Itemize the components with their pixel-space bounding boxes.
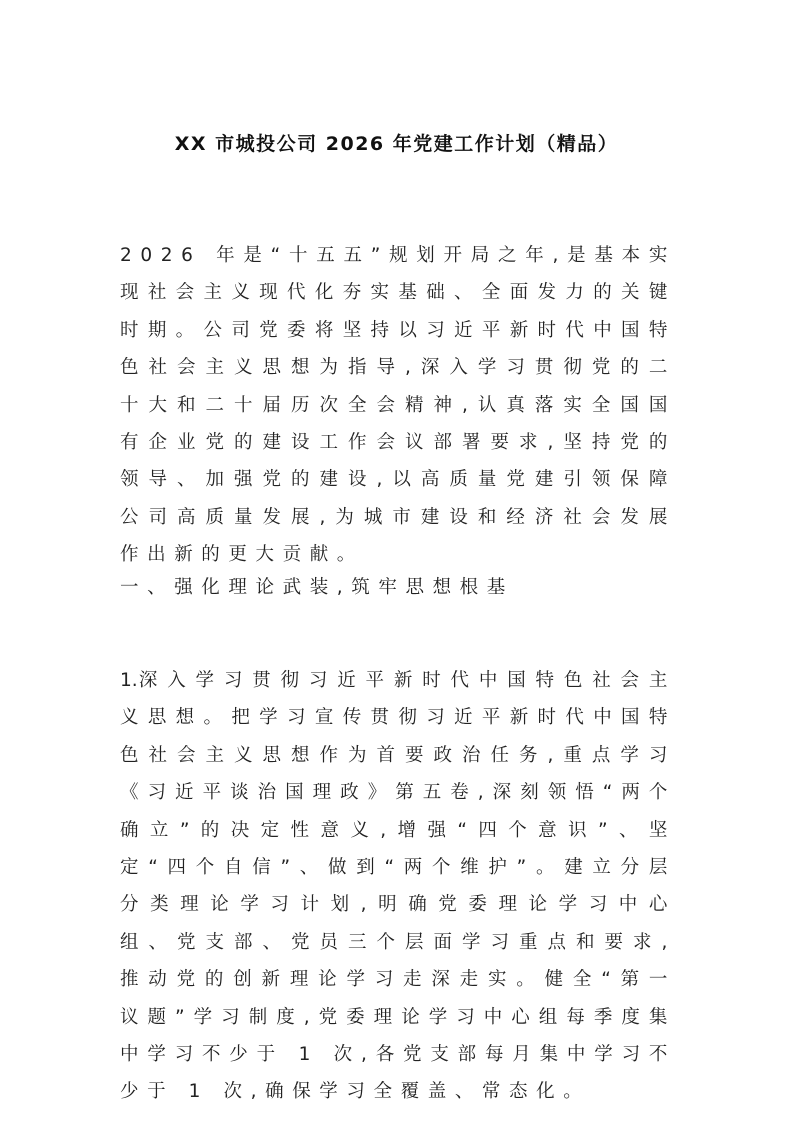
- intro-paragraph-block: [120, 237, 676, 574]
- intro-paragraph: 2026 年是“十五五”规划开局之年,是基本实现社会主义现代化夯实基础、全面发力的关键时期。公司党委将坚持以习近平新时代中国特色社会主义思想为指导,深入学习贯彻党的二十大和二十届历次全会精神,认真落实全国国有企业党的建设工作会议部署要求,坚持党的领导、加强党的建设,以高质量党建引领保障公司高质量发展,为城市建设和经济社会发展作出新的更大贡献。: [120, 245, 676, 566]
- section-item-block: [120, 662, 676, 1111]
- section-heading: 一、强化理论武装,筑牢思想根基: [120, 577, 514, 598]
- item-text: 深入学习贯彻习近平新时代中国特色社会主义思想。把学习宣传贯彻习近平新时代中国特色社会主义思想作为首要政治任务,重点学习《习近平谈治国理政》第五卷,深刻领悟“两个确立”的决定性意义,增强“四个意识”、坚定“四个自信”、做到“两个维护”。建立分层分类理论学习计划,明确党委理论学习中心组、党支部、党员三个层面学习重点和要求,推动党的创新理论学习走深走实。健全“第一议题”学习制度,党委理论学习中心组每季度集中学习不少于 1 次,各党支部每月集中学习不少于 1 次,确保学习全覆盖、常态化。: [120, 670, 676, 1103]
- item-number: 1.: [120, 670, 138, 691]
- section-item-paragraph: [120, 662, 676, 1111]
- document-title: XX 市城投公司 2026 年党建工作计划（精品）: [174, 133, 619, 155]
- section-heading-block: [120, 569, 676, 606]
